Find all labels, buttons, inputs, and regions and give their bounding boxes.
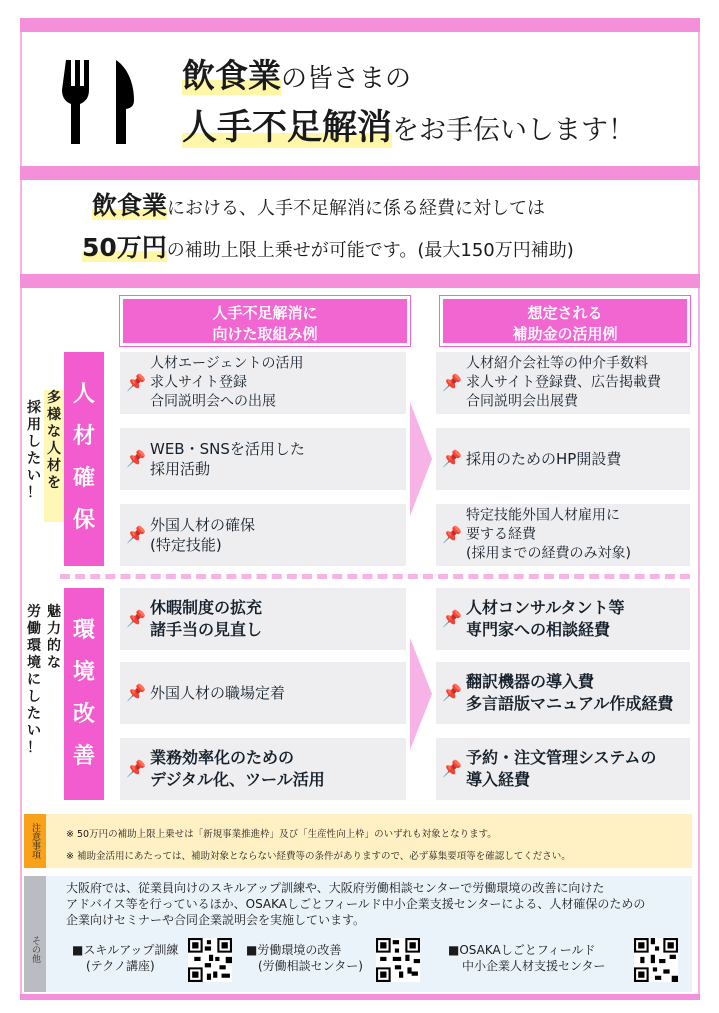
section-1-side-caption bbox=[44, 390, 64, 522]
label-char: 環 bbox=[72, 618, 95, 643]
link-skillup[interactable] bbox=[72, 942, 178, 974]
label-char: 人 bbox=[72, 382, 95, 407]
pin-icon: 📌 bbox=[442, 525, 462, 544]
note-line: ※ 補助金活用にあたっては、補助対象とならない経費等の条件がありますので、必ず募集要項等を確認してください。 bbox=[66, 851, 571, 862]
usage-card bbox=[436, 738, 690, 800]
label-char: 善 bbox=[72, 744, 95, 769]
side-char: ！ bbox=[27, 485, 41, 501]
qr-code-icon[interactable] bbox=[634, 938, 678, 982]
side-char: し bbox=[27, 689, 41, 705]
other-line: 企業向けセミナーや合同企業説明会を実施しています。 bbox=[66, 913, 366, 927]
bottom-bar bbox=[20, 994, 700, 1000]
pin-icon: 📌 bbox=[126, 759, 146, 778]
left-column-header bbox=[120, 296, 410, 346]
note-line: ※ 50万円の補助上限上乗せは「新規事業推進枠」及び「生産性向上枠」のいずれも対象となります。 bbox=[66, 829, 497, 840]
usage-card bbox=[436, 352, 690, 414]
arrow-right-icon bbox=[410, 352, 432, 566]
side-char: 力 bbox=[47, 621, 61, 637]
label-char: 保 bbox=[72, 508, 95, 533]
side-char: し bbox=[27, 434, 41, 450]
pin-icon: 📌 bbox=[442, 373, 462, 392]
example-text: 業務効率化のための デジタル化、ツール活用 bbox=[150, 748, 325, 789]
divider-bar-2 bbox=[20, 274, 700, 288]
section-label-jinzai-kakuho bbox=[64, 352, 104, 566]
label-char: 材 bbox=[72, 424, 95, 449]
link-sub: (労働相談センター) bbox=[258, 959, 363, 973]
side-char: 環 bbox=[27, 638, 41, 654]
divider-bar bbox=[20, 166, 700, 180]
subsidy-emphasis-1: 飲食業 bbox=[92, 191, 168, 220]
side-char: た bbox=[27, 706, 41, 722]
link-title: ■労働環境の改善 bbox=[246, 943, 342, 957]
usage-card bbox=[436, 662, 690, 724]
other-box bbox=[24, 876, 692, 992]
subsidy-line-2 bbox=[82, 228, 574, 264]
other-line: アドバイス等を行っているほか、OSAKAしごとフィールド中小企業支援センターによる、人材確保のための bbox=[66, 897, 646, 911]
title-emphasis-1: 飲食業 bbox=[182, 56, 281, 95]
example-text: 外国人材の確保 (特定技能) bbox=[150, 516, 256, 554]
usage-text: 人材紹介会社等の仲介手数料 求人サイト登録費、広告掲載費 合同説明会出展費 bbox=[466, 355, 662, 410]
example-text: 外国人材の職場定着 bbox=[150, 684, 286, 702]
right-head-line-2: 補助金の活用例 bbox=[512, 325, 618, 343]
link-osaka-shigoto[interactable] bbox=[448, 942, 606, 974]
notes-box bbox=[24, 814, 692, 868]
other-line: 大阪府では、従業員向けのスキルアップ訓練や、大阪府労働相談センターで労働環境の改善に向けた bbox=[66, 881, 605, 895]
left-head-line-1: 人手不足解消に bbox=[212, 304, 318, 322]
other-description bbox=[66, 880, 645, 928]
arrow-right-icon bbox=[410, 588, 432, 800]
section-1-side-caption-2 bbox=[24, 400, 44, 510]
notes-tag: 注意事項 bbox=[24, 814, 46, 868]
link-title: ■スキルアップ訓練 bbox=[72, 943, 179, 957]
subsidy-emphasis-2: 50万円 bbox=[82, 233, 167, 262]
side-char: 的 bbox=[47, 638, 61, 654]
example-card bbox=[120, 504, 406, 566]
side-char: 多 bbox=[47, 390, 61, 406]
usage-text: 予約・注文管理システムの 導入経費 bbox=[466, 748, 657, 789]
pin-icon: 📌 bbox=[442, 609, 462, 628]
pin-icon: 📌 bbox=[126, 683, 146, 702]
title-emphasis-2: 人手不足解消 bbox=[182, 108, 393, 148]
side-char: い bbox=[27, 468, 41, 484]
side-char: 魅 bbox=[47, 604, 61, 620]
pin-icon: 📌 bbox=[442, 449, 462, 468]
side-char: 境 bbox=[27, 655, 41, 671]
right-head-line-1: 想定される bbox=[527, 304, 603, 322]
side-char: ！ bbox=[27, 740, 41, 756]
side-char: を bbox=[47, 475, 61, 491]
pin-icon: 📌 bbox=[126, 525, 146, 544]
example-text: WEB・SNSを活用した 採用活動 bbox=[150, 440, 305, 478]
side-char: い bbox=[27, 723, 41, 739]
usage-text: 人材コンサルタント等 専門家への相談経費 bbox=[466, 598, 625, 639]
title-rest-2: をお手伝いします！ bbox=[392, 115, 636, 146]
usage-card bbox=[436, 428, 690, 490]
side-char: に bbox=[27, 672, 41, 688]
subsidy-info bbox=[20, 180, 700, 272]
section-divider bbox=[60, 574, 690, 579]
label-char: 境 bbox=[72, 660, 95, 685]
title-line-1 bbox=[182, 58, 411, 97]
side-char: 採 bbox=[27, 400, 41, 416]
example-text: 人材エージェントの活用 求人サイト登録 合同説明会への出展 bbox=[150, 355, 304, 410]
pin-icon: 📌 bbox=[126, 449, 146, 468]
section-2-side-caption-2 bbox=[24, 604, 44, 760]
side-char: な bbox=[47, 655, 61, 671]
title-line-2 bbox=[182, 108, 635, 151]
header bbox=[20, 38, 700, 164]
usage-text: 翻訳機器の導入費 多言語版マニュアル作成経費 bbox=[466, 672, 674, 713]
top-bar bbox=[20, 18, 700, 32]
side-char: 材 bbox=[47, 458, 61, 474]
label-char: 改 bbox=[72, 702, 95, 727]
side-char: た bbox=[27, 451, 41, 467]
example-card bbox=[120, 662, 406, 724]
example-card bbox=[120, 588, 406, 650]
fork-knife-icon bbox=[58, 60, 138, 144]
link-title: ■OSAKAしごとフィールド bbox=[448, 943, 596, 957]
side-char: 様 bbox=[47, 407, 61, 423]
subsidy-rest-2: の補助上限上乗せが可能です。(最大150万円補助) bbox=[166, 240, 574, 261]
right-column-header bbox=[440, 296, 690, 346]
example-card bbox=[120, 352, 406, 414]
example-card bbox=[120, 738, 406, 800]
pin-icon: 📌 bbox=[126, 609, 146, 628]
subsidy-line-1 bbox=[92, 186, 545, 222]
pin-icon: 📌 bbox=[442, 683, 462, 702]
link-sub: (テクノ講座) bbox=[86, 959, 155, 973]
section-2-side-caption bbox=[44, 604, 64, 674]
side-char: な bbox=[47, 424, 61, 440]
other-tag: その他 bbox=[24, 876, 46, 992]
usage-card bbox=[436, 588, 690, 650]
pin-icon: 📌 bbox=[126, 373, 146, 392]
section-label-kankyo-kaizen bbox=[64, 588, 104, 800]
link-sub: 中小企業人材支援センター bbox=[462, 959, 606, 973]
title-rest-1: の皆さまの bbox=[281, 64, 412, 94]
side-char: 人 bbox=[47, 441, 61, 457]
qr-code-icon[interactable] bbox=[376, 938, 420, 982]
example-card bbox=[120, 428, 406, 490]
left-head-line-2: 向けた取組み例 bbox=[212, 325, 318, 343]
side-char: 労 bbox=[27, 604, 41, 620]
side-char: 用 bbox=[27, 417, 41, 433]
qr-code-icon[interactable] bbox=[188, 938, 232, 982]
usage-card bbox=[436, 504, 690, 566]
pin-icon: 📌 bbox=[442, 759, 462, 778]
usage-text: 特定技能外国人材雇用に 要する経費 (採用までの経費のみ対象) bbox=[466, 507, 631, 562]
label-char: 確 bbox=[72, 466, 95, 491]
side-char: 働 bbox=[27, 621, 41, 637]
link-labor[interactable] bbox=[246, 942, 363, 974]
subsidy-rest-1: における、人手不足解消に係る経費に対しては bbox=[167, 198, 546, 219]
example-text: 休暇制度の拡充 諸手当の見直し bbox=[150, 598, 263, 639]
usage-text: 採用のためのHP開設費 bbox=[466, 450, 622, 468]
